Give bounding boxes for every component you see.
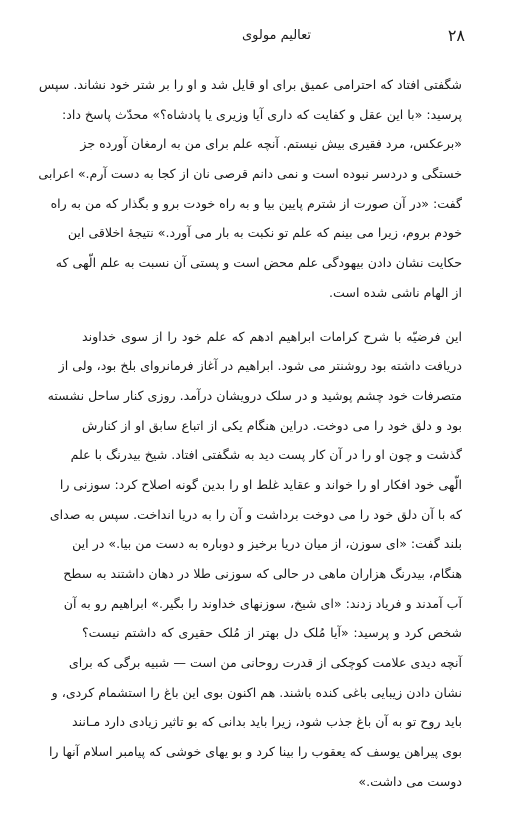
- paragraph-1: [38, 70, 462, 308]
- text-line: حکایت نشان دادن بیهودگی علم محض است و پستی آن نسبت به علم الّهی که: [55, 255, 462, 271]
- text-line: آب آمدند و فریاد زدند: «ای شیخ، سوزنهای خداوند را بگیر.» ابراهیم رو به آن: [63, 595, 462, 611]
- text-line: نشان دادن زیبایی باغی کنده باشند. هم اکنون بوی این باغ را استشمام کردی، و: [51, 684, 462, 700]
- text-line: شخص کرد و پرسید: «آیا مُلک دل بهتر از مُلک حقیری که داشتم نیست؟: [82, 625, 462, 641]
- running-title: تعالیم مولوی: [241, 28, 312, 43]
- text-line: از الهام ناشی شده است.: [329, 284, 462, 300]
- page-number: ۲۸: [447, 26, 465, 45]
- text-line: بود و دلق خود را می دوخت. دراین هنگام یکی از اتباع سابق او از کنارش: [82, 417, 462, 433]
- text-line: این فرضیّه با شرح کرامات ابراهیم ادهم که علم خود را از سوی خداوند: [82, 328, 462, 344]
- text-line: آنچه دیدی علامت کوچکی از قدرت روحانی من است — شبیه برگی که برای: [68, 655, 462, 671]
- page-header: [88, 26, 465, 50]
- text-line: گذشت و چون او را در آن کار پست دید به شگفتی افتاد. شیخ بیدرنگ با علم: [70, 447, 462, 463]
- text-line: خودم بروم، زیرا می بینم که علم تو نکبت به بار می آورد.» نتیجهٔ اخلاقی این: [67, 225, 462, 241]
- text-line: دریافت داشته بود روشنتر می شود. ابراهیم در آغاز فرمانروای بلخ بود، ولی از: [58, 358, 462, 374]
- text-line: پرسید: «با این عقل و کفایت که داری آیا وزیری یا پادشاه؟» محدّث پاسخ داد:: [61, 106, 462, 122]
- paragraph-2: [47, 322, 462, 797]
- text-line: شگفتی افتاد که احترامی عمیق برای او قایل شد و او را بر شتر خود نشاند. سپس: [38, 77, 462, 92]
- text-line: باید روح تو به آن باغ جذب شود، زیرا باید بدانی که بو تاثیر زیادی دارد مـانند: [72, 714, 462, 730]
- text-line: خستگی و دردسر نبوده است و نمی دانم قرصی نان از کجا به دست آرم.» اعرابی: [38, 166, 462, 182]
- text-line: گفت: «در آن صورت از شترم پایین بیا و به راه خودت برو و بگذار که من به راه: [50, 195, 462, 211]
- text-line: «برعکس، مرد فقیری بیش نیستم. آنچه علم برای من به ارمغان آورده جز: [80, 136, 462, 152]
- text-line: بلند گفت: «ای سوزن، از میان دریا برخیز و دوباره به دست من بیا.» در این: [72, 536, 462, 552]
- body-text: [38, 70, 462, 797]
- text-line: بوی پیراهن یوسف که یعقوب را بینا کرد و بو یهای خوشی که پیامبر اسلام آنها را: [48, 744, 462, 760]
- text-line: الّهی خود افکار او را خواند و عقاید غلط او را بدین گونه اصلاح کرد: سوزنی را: [59, 476, 462, 492]
- text-line: که با آن دلق خود را می دوخت برداشت و آن را به دریا انداخت. سپس به صدای: [49, 506, 462, 522]
- text-line: دوست می داشت.»: [358, 773, 462, 789]
- text-line: هنگام، بیدرنگ هزاران ماهی در حالی که سوزنی طلا در دهان داشتند به سطح: [63, 566, 462, 581]
- paragraph-gap: [82, 308, 462, 322]
- text-line: متصرفات خود چشم پوشید و در سلک درویشان درآمد. روزی کنار ساحل نشسته: [47, 387, 462, 403]
